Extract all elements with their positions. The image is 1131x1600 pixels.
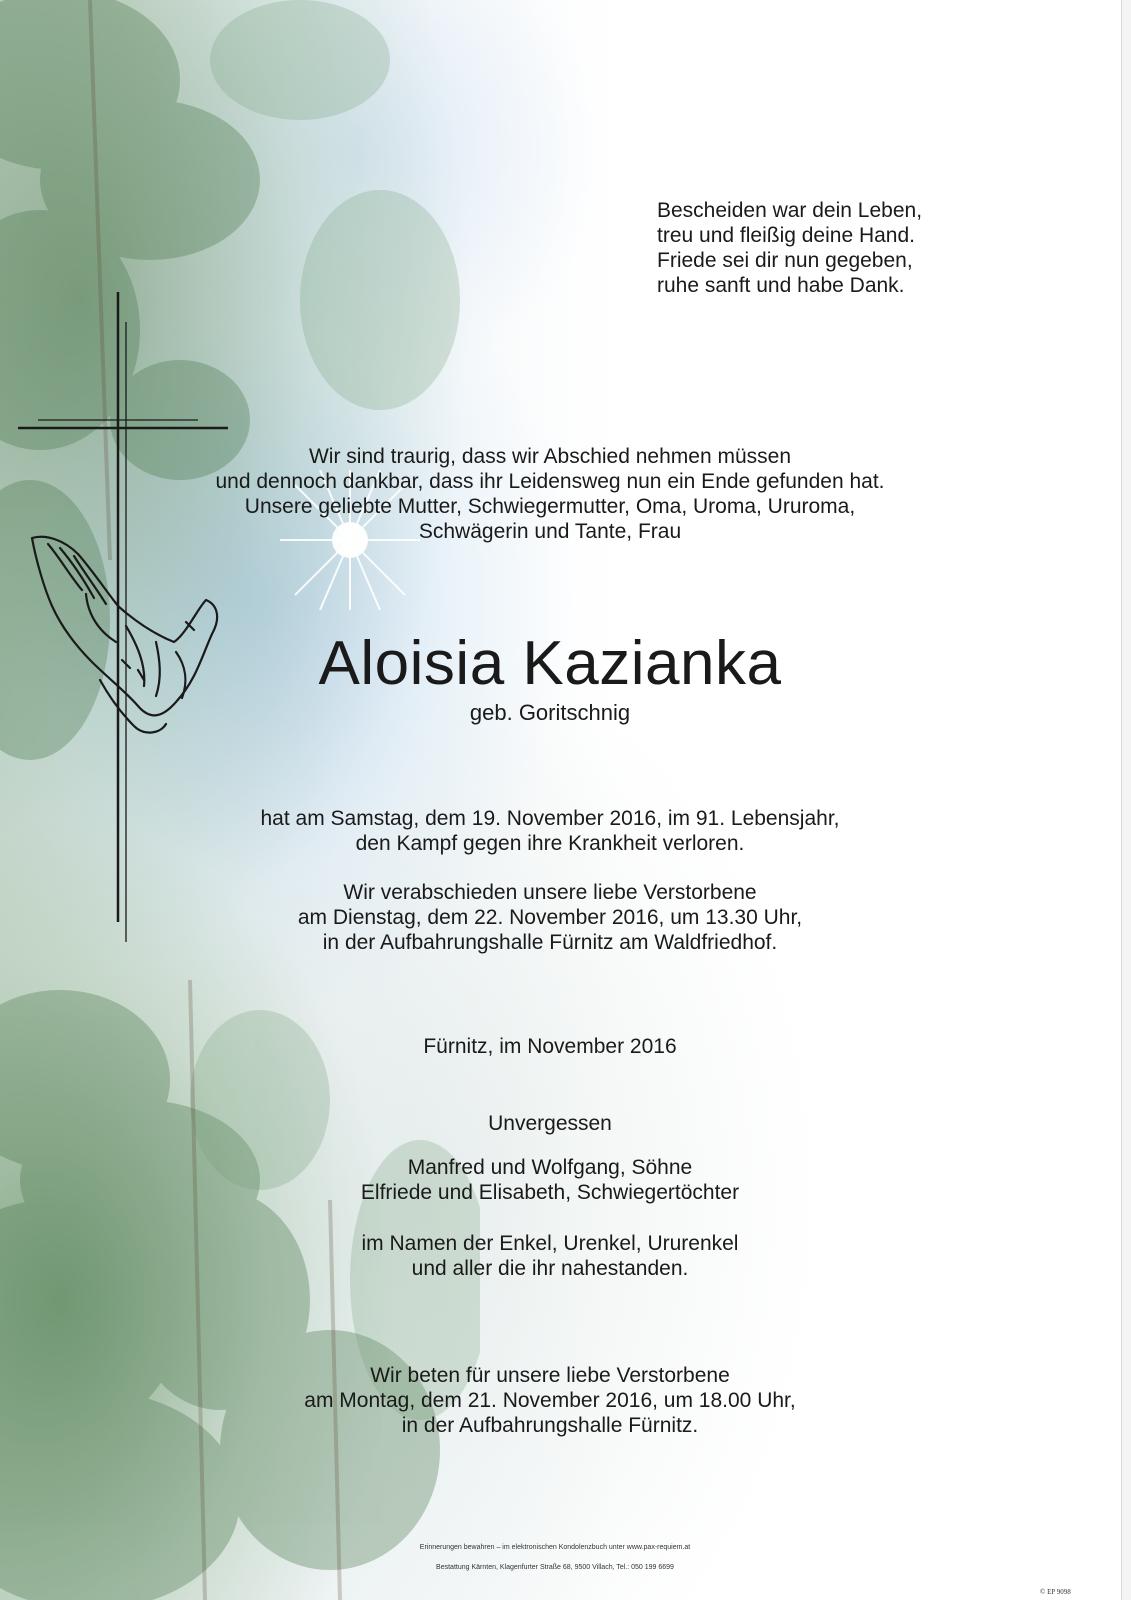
intro-line: Unsere geliebte Mutter, Schwiegermutter, Oma, Uroma, Ururoma, bbox=[244, 495, 856, 518]
deceased-name: Aloisia Kazianka bbox=[318, 629, 782, 698]
poem-line: Friede sei dir nun gegeben, bbox=[657, 249, 913, 272]
funeral-line: in der Aufbahrungshalle Fürnitz am Waldfriedhof. bbox=[322, 931, 778, 954]
print-code: © EP 9098 bbox=[1040, 1588, 1071, 1596]
grandchildren-text bbox=[260, 1231, 840, 1281]
page-edge bbox=[1121, 0, 1131, 1600]
prayer-line: in der Aufbahrungshalle Fürnitz. bbox=[401, 1414, 699, 1437]
footer-address-line: Bestattung Kärnten, Klagenfurter Straße 68, 9500 Villach, Tel.: 050 199 6699 bbox=[436, 1564, 674, 1571]
funeral-line: am Dienstag, dem 22. November 2016, um 13.30 Uhr, bbox=[297, 906, 803, 929]
place-date: Fürnitz, im November 2016 bbox=[423, 1035, 677, 1058]
poem bbox=[657, 198, 957, 298]
prayer-line: Wir beten für unsere liebe Verstorbene bbox=[370, 1364, 730, 1387]
grandchildren-line: und aller die ihr nahestanden. bbox=[411, 1257, 689, 1280]
poem-line: ruhe sanft und habe Dank. bbox=[657, 274, 905, 297]
family-list bbox=[260, 1155, 840, 1205]
poem-line: treu und fleißig deine Hand. bbox=[657, 224, 915, 247]
death-notice-line: hat am Samstag, dem 19. November 2016, im 91. Lebensjahr, bbox=[260, 807, 840, 830]
intro-line: Schwägerin und Tante, Frau bbox=[418, 520, 682, 543]
praying-hands-icon bbox=[26, 530, 226, 740]
footer-condolence-line: Erinnerungen bewahren – im elektronischen Kondolenzbuch unter www.pax-requiem.at bbox=[419, 1544, 691, 1551]
funeral-notice bbox=[180, 880, 920, 955]
grandchildren-line: im Namen der Enkel, Urenkel, Ururenkel bbox=[361, 1232, 739, 1255]
prayer-line: am Montag, dem 21. November 2016, um 18.00 Uhr, bbox=[304, 1389, 796, 1412]
family-line: Manfred und Wolfgang, Söhne bbox=[407, 1156, 693, 1179]
unforgotten-heading: Unvergessen bbox=[488, 1112, 612, 1135]
intro-line: Wir sind traurig, dass wir Abschied nehmen müssen bbox=[308, 445, 792, 468]
intro-text bbox=[180, 444, 920, 544]
birth-name: geb. Goritschnig bbox=[469, 700, 631, 725]
intro-line: und dennoch dankbar, dass ihr Leidensweg nun ein Ende gefunden hat. bbox=[215, 470, 885, 493]
death-notice-line: den Kampf gegen ihre Krankheit verloren. bbox=[355, 832, 745, 855]
death-notice bbox=[180, 806, 920, 856]
family-line: Elfriede und Elisabeth, Schwiegertöchter bbox=[360, 1181, 740, 1204]
poem-line: Bescheiden war dein Leben, bbox=[657, 199, 923, 222]
prayer-notice bbox=[200, 1363, 900, 1438]
funeral-line: Wir verabschieden unsere liebe Verstorbene bbox=[343, 881, 757, 904]
